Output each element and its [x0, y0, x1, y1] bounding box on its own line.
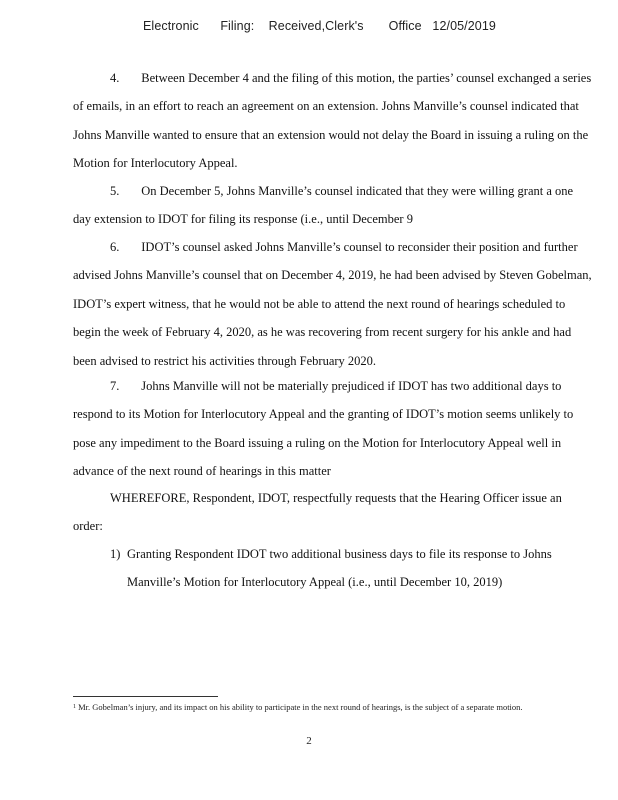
paragraph-text: IDOT’s counsel asked Johns Manville’s counsel to reconsider their position and further advised Johns Manville’s counsel that on December 4, 2019, he had been advised by Steven Gobelman, IDOT’s expert witness, that he would not be able to attend the next round of hearings scheduled to begin the week of February 4, 2020, as he was recovering from recent surgery for his ankle and had been advised to restrict his activities through February 2020.: [73, 240, 592, 368]
paragraph-number: 4.: [110, 71, 120, 85]
footnote: [73, 702, 553, 713]
paragraph-6: [73, 233, 593, 375]
footnote-mark: 1: [73, 704, 76, 710]
paragraph-number: 6.: [110, 240, 120, 254]
wherefore-clause: [73, 484, 593, 541]
paragraph-text: Between December 4 and the filing of this motion, the parties’ counsel exchanged a series of emails, in an effort to reach an agreement on an extension. Johns Manville’s counsel indicated that Johns Manville wanted to ensure that an extension would not delay the Board in issuing a ruling on the Motion for Interlocutory Appeal.: [73, 71, 592, 171]
paragraph-text: On December 5, Johns Manville’s counsel indicated that they were willing grant a one day extension to IDOT for filing its response (i.e., until December 9: [73, 184, 574, 227]
efiling-header: Electronic Filing: Received,Clerk's Office 12/05/2019: [143, 19, 496, 33]
paragraph-text: Johns Manville will not be materially prejudiced if IDOT has two additional days to respond to its Motion for Interlocutory Appeal and the granting of IDOT’s motion seems unlikely to pose any impediment to the Board issuing a ruling on the Motion for Interlocutory Appeal well in advance of the next round of hearings in this matter: [73, 379, 574, 479]
list-text: Granting Respondent IDOT two additional business days to file its response to Johns Manville’s Motion for Interlocutory Appeal (i.e., until December 10, 2019): [127, 547, 552, 590]
footnote-text: Mr. Gobelman’s injury, and its impact on his ability to participate in the next round of hearings, is the subject of a separate motion.: [78, 702, 523, 712]
relief-list-item: [110, 540, 590, 597]
page-number: 2: [306, 735, 312, 747]
footnote-divider: [73, 696, 218, 697]
paragraph-5: [73, 177, 593, 234]
paragraph-number: 5.: [110, 184, 120, 198]
list-number: 1): [110, 547, 121, 561]
wherefore-text: WHEREFORE, Respondent, IDOT, respectfully requests that the Hearing Officer issue an order:: [73, 491, 562, 534]
paragraph-4: [73, 64, 593, 178]
paragraph-number: 7.: [110, 379, 120, 393]
paragraph-7: [73, 372, 593, 486]
